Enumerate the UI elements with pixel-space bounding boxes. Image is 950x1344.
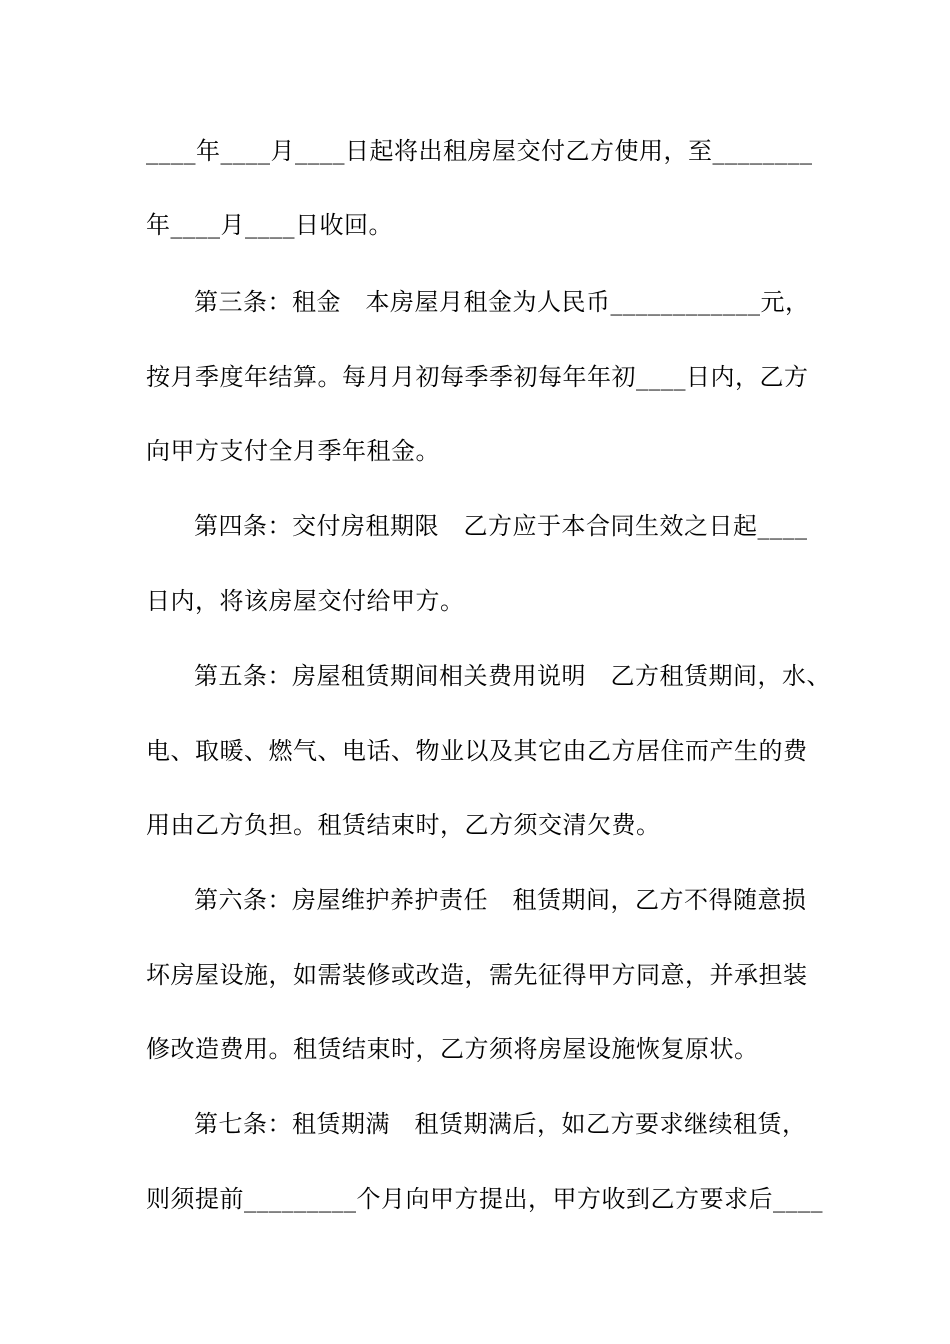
clause-7-heading-line: 第七条：租赁期满 租赁期满后，如乙方要求继续租赁，	[194, 1110, 807, 1138]
text-line-7: 日内，将该房屋交付给甲方。	[146, 587, 465, 615]
clause-4-heading-line: 第四条：交付房租期限 乙方应于本合同生效之日起____	[194, 512, 808, 540]
text-line-2: 年____月____日收回。	[146, 211, 393, 239]
text-line-1: ____年____月____日起将出租房屋交付乙方使用，至________	[146, 137, 813, 165]
clause-5-heading-line: 第五条：房屋租赁期间相关费用说明 乙方租赁期间，水、	[194, 662, 831, 690]
text-line-5: 向甲方支付全月季年租金。	[146, 437, 440, 465]
text-line-4: 按月季度年结算。每月月初每季季初每年年初____日内，乙方	[146, 363, 809, 391]
clause-3-heading-line: 第三条：租金 本房屋月租金为人民币____________元，	[194, 288, 810, 316]
text-line-12: 坏房屋设施，如需装修或改造，需先征得甲方同意，并承担装	[146, 961, 808, 989]
clause-6-heading-line: 第六条：房屋维护养护责任 租赁期间，乙方不得随意损	[194, 886, 807, 914]
text-line-9: 电、取暖、燃气、电话、物业以及其它由乙方居住而产生的费	[146, 737, 808, 765]
text-line-13: 修改造费用。租赁结束时，乙方须将房屋设施恢复原状。	[146, 1035, 759, 1063]
text-line-10: 用由乙方负担。租赁结束时，乙方须交清欠费。	[146, 811, 661, 839]
text-line-15: 则须提前_________个月向甲方提出，甲方收到乙方要求后____	[146, 1185, 823, 1213]
